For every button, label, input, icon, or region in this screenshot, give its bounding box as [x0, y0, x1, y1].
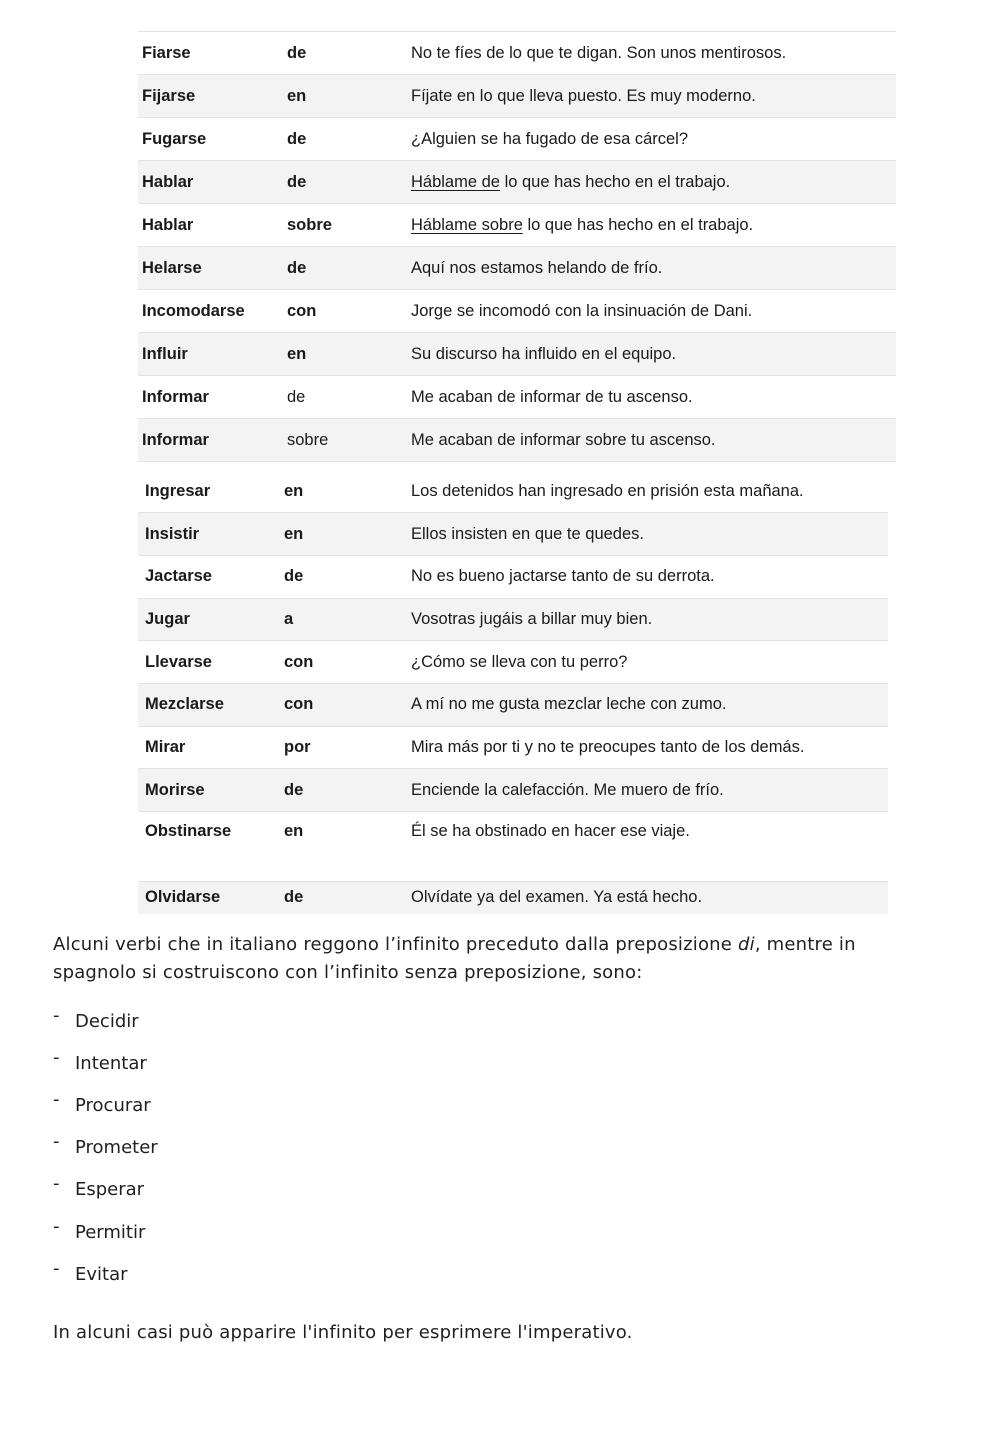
preposition-cell: a [284, 609, 294, 628]
preposition-cell: de [284, 780, 304, 799]
example-cell [411, 161, 896, 204]
intro-text-italic: di [737, 934, 755, 955]
list-item [53, 1211, 158, 1253]
table-row [138, 726, 888, 769]
verb-cell: Helarse [142, 258, 202, 277]
list-item-text: Esperar [75, 1179, 145, 1201]
example-cell: Su discurso ha influido en el equipo. [411, 344, 677, 363]
list-item-text: Decidir [75, 1010, 139, 1032]
example-cell [411, 204, 896, 247]
table-row [138, 333, 896, 376]
table-row [138, 882, 888, 914]
preposition-cell: por [284, 737, 311, 756]
intro-text-before: Alcuni verbi che in italiano reggono l’infinito preceduto dalla preposizione [53, 934, 738, 955]
verb-cell: Obstinarse [145, 822, 232, 840]
verb-cell: Jactarse [145, 567, 212, 586]
example-underlined-text: Háblame sobre [411, 215, 523, 234]
example-cell: Los detenidos han ingresado en prisión esta mañana. [411, 481, 804, 500]
example-cell: Ellos insisten en que te quedes. [411, 524, 644, 543]
verb-cell: Jugar [145, 609, 190, 628]
table-row [138, 419, 896, 462]
verb-cell: Fiarse [142, 43, 191, 62]
table-row [138, 555, 888, 598]
verb-cell: Insistir [145, 524, 200, 543]
preposition-cell: sobre [287, 215, 332, 234]
example-cell: No te fíes de lo que te digan. Son unos mentirosos. [411, 43, 787, 62]
table-row [138, 641, 888, 684]
preposition-cell: de [287, 172, 307, 191]
table-row [138, 683, 888, 726]
verb-cell: Hablar [142, 215, 194, 234]
prepositions-table-1 [138, 31, 896, 462]
table-row [138, 247, 896, 290]
example-cell: A mí no me gusta mezclar leche con zumo. [411, 695, 727, 714]
table-row [138, 376, 896, 419]
example-cell: Aquí nos estamos helando de frío. [411, 258, 663, 277]
list-item [53, 1084, 158, 1126]
table-row [138, 598, 888, 641]
table-row [138, 118, 896, 161]
dash-bullet: - [53, 1088, 60, 1110]
verb-cell: Informar [142, 387, 209, 406]
intro-text-after: , mentre in spagnolo si costruiscono con l’infinito senza preposizione, sono: [53, 934, 856, 983]
preposition-cell: en [284, 481, 304, 500]
example-cell: Vosotras jugáis a billar muy bien. [411, 609, 653, 628]
prepositions-table-2 [138, 470, 888, 914]
preposition-cell: en [287, 86, 307, 105]
example-cell: ¿Alguien se ha fugado de esa cárcel? [411, 129, 689, 148]
preposition-cell: de [287, 258, 307, 277]
preposition-cell: de [284, 567, 304, 586]
dash-bullet: - [53, 1173, 60, 1195]
verb-cell: Mirar [145, 737, 186, 756]
list-item-text: Intentar [75, 1052, 147, 1074]
example-text: lo que has hecho en el trabajo. [499, 172, 731, 191]
table-row [138, 32, 896, 75]
verb-cell: Ingresar [145, 481, 211, 500]
example-cell: Me acaban de informar sobre tu ascenso. [411, 430, 716, 449]
table-row [138, 75, 896, 118]
preposition-cell: en [284, 524, 304, 543]
verb-cell: Llevarse [145, 652, 212, 671]
preposition-cell: con [284, 652, 314, 671]
verb-cell: Morirse [145, 780, 205, 799]
list-item-text: Prometer [75, 1137, 158, 1159]
preposition-cell: de [284, 888, 304, 907]
list-item [53, 1253, 158, 1295]
table-row [138, 470, 888, 513]
dash-bullet: - [53, 1257, 60, 1279]
table-row [138, 290, 896, 333]
example-cell: No es bueno jactarse tanto de su derrota. [411, 567, 715, 586]
dash-bullet: - [53, 1004, 60, 1026]
verb-cell: Fijarse [142, 86, 196, 105]
verb-cell: Hablar [142, 172, 194, 191]
list-item-text: Procurar [75, 1094, 151, 1116]
example-cell: Mira más por ti y no te preocupes tanto de los demás. [411, 737, 805, 756]
verb-cell: Fugarse [142, 129, 207, 148]
list-item [53, 1127, 158, 1169]
table-row [138, 513, 888, 556]
preposition-cell: con [284, 695, 314, 714]
example-cell: Fíjate en lo que lleva puesto. Es muy moderno. [411, 86, 756, 105]
preposition-cell: con [287, 301, 317, 320]
example-text: lo que has hecho en el trabajo. [522, 215, 754, 234]
preposition-cell: en [284, 822, 304, 840]
table-row [138, 161, 896, 204]
dash-bullet: - [53, 1046, 60, 1068]
example-cell: Olvídate ya del examen. Ya está hecho. [411, 888, 703, 907]
preposition-cell: sobre [287, 430, 329, 449]
example-cell: Enciende la calefacción. Me muero de frío. [411, 780, 724, 799]
table-row [138, 769, 888, 812]
table-row [138, 812, 888, 882]
dash-bullet: - [53, 1131, 60, 1153]
table-row [138, 204, 896, 247]
verb-cell: Influir [142, 344, 188, 363]
verb-cell: Olvidarse [145, 888, 221, 907]
intro-paragraph [53, 931, 933, 987]
verb-cell: Informar [142, 430, 209, 449]
verb-cell: Mezclarse [145, 695, 224, 714]
list-item [53, 1042, 158, 1084]
verb-list [53, 1000, 158, 1295]
list-item-text: Evitar [75, 1263, 128, 1285]
preposition-cell: de [287, 43, 307, 62]
list-item [53, 1000, 158, 1042]
example-cell: Él se ha obstinado en hacer ese viaje. [411, 822, 690, 840]
verb-cell: Incomodarse [142, 301, 245, 320]
example-cell: Me acaban de informar de tu ascenso. [411, 387, 693, 406]
list-item-text: Permitir [75, 1221, 146, 1243]
preposition-cell: de [287, 129, 307, 148]
dash-bullet: - [53, 1215, 60, 1237]
example-underlined-text: Háblame de [411, 172, 500, 191]
list-item [53, 1169, 158, 1211]
preposition-cell: de [287, 387, 306, 406]
outro-paragraph: In alcuni casi può apparire l'infinito per esprimere l'imperativo. [53, 1322, 633, 1343]
example-cell: ¿Cómo se lleva con tu perro? [411, 652, 628, 671]
preposition-cell: en [287, 344, 307, 363]
example-cell: Jorge se incomodó con la insinuación de Dani. [411, 301, 753, 320]
